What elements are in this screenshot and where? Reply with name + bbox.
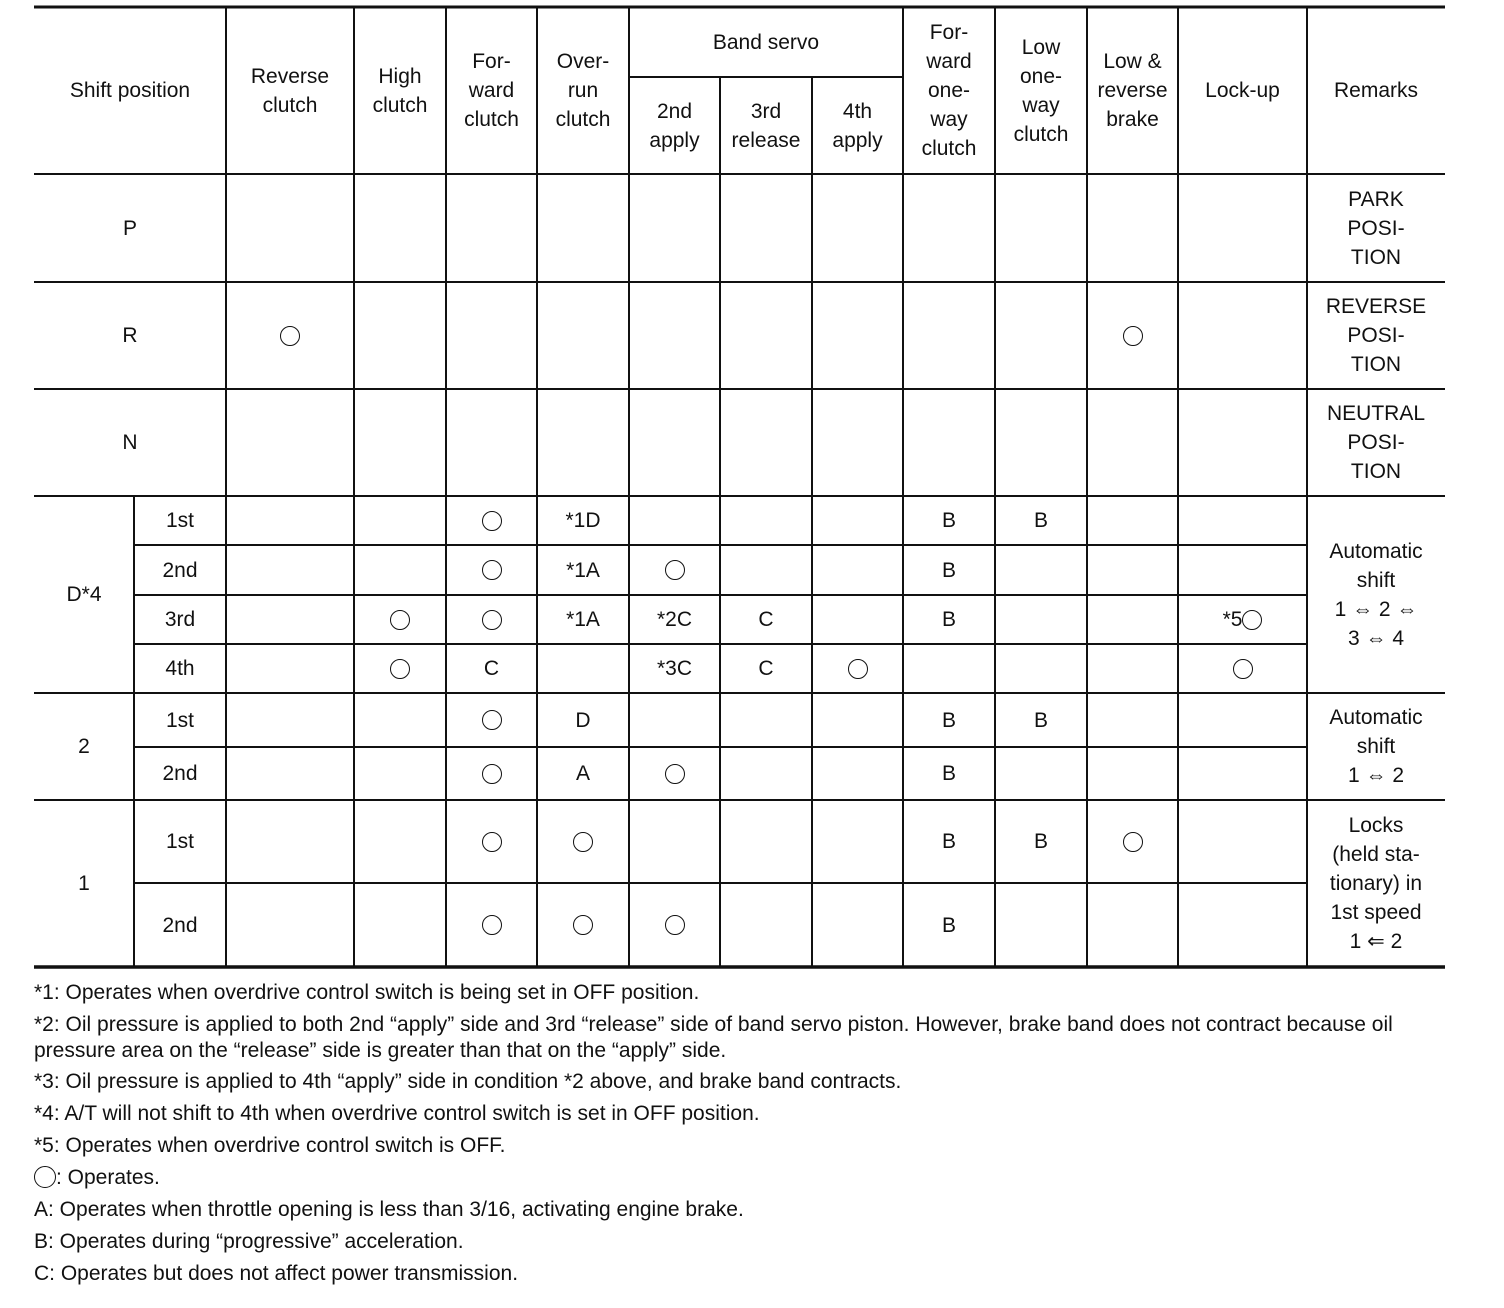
remark-r: REVERSE POSI- TION — [1325, 295, 1427, 376]
cell-22-band-2nd-apply — [629, 747, 720, 800]
gear-label-2-1st: 1st — [165, 708, 194, 732]
cell-d3-forward-clutch — [446, 595, 537, 644]
operates-circle-icon — [573, 832, 593, 852]
cell-11-forward-clutch — [446, 800, 537, 883]
cell-d3-band-3rd-release — [720, 595, 812, 644]
operates-circle-icon — [34, 1166, 56, 1188]
cell-d3-band-2nd-apply — [629, 595, 720, 644]
footnote-5: *5: Operates when overdrive control switch is OFF. — [34, 1134, 506, 1157]
cell-12-forward-clutch — [446, 883, 537, 967]
cell-d4-band-4th-apply — [812, 644, 903, 693]
operates-circle-icon — [280, 326, 300, 346]
cell-d2-band-2nd-apply — [629, 545, 720, 595]
cell-r-low-reverse-brake — [1087, 282, 1178, 389]
footnote-1: *1: Operates when overdrive control switch is being set in OFF position. — [34, 981, 700, 1004]
cell-mark-text: C — [483, 657, 500, 680]
cell-d1-low-one-way — [995, 496, 1087, 545]
cell-mark-text: B — [941, 558, 956, 582]
header-band-3rd-release: 3rd release — [731, 99, 801, 152]
cell-mark-text: B — [941, 913, 956, 937]
cell-d4-forward-clutch — [446, 644, 537, 693]
footnote-a: A: Operates when throttle opening is less than 3/16, activating engine brake. — [34, 1198, 744, 1221]
remark-p: PARK POSI- TION — [1347, 187, 1405, 269]
footnote-c: C: Operates but does not affect power transmission. — [34, 1262, 519, 1285]
cell-mark-text: C — [758, 657, 774, 680]
cell-22-forward-clutch — [446, 747, 537, 800]
cell-d1-forward-clutch — [446, 496, 537, 545]
header-remarks: Remarks — [1333, 79, 1418, 102]
operates-circle-icon — [1233, 659, 1253, 679]
header-overrun-clutch: Over- run clutch — [555, 50, 611, 131]
cell-12-overrun-clutch — [537, 883, 629, 967]
group-label-p: P — [122, 216, 137, 240]
cell-mark-text: A — [575, 762, 590, 785]
operates-circle-icon — [665, 560, 685, 580]
operates-circle-icon — [665, 915, 685, 935]
cell-21-forward-one-way — [903, 693, 995, 747]
cell-11-forward-one-way — [903, 800, 995, 883]
gear-label-1-2nd: 2nd — [162, 913, 198, 937]
footnote-2: *2: Oil pressure is applied to both 2nd “apply” side and 3rd “release” side of band servo piston. However, brake band does not contract because oil pressure area on the “release” side is greater than that on the “apply” side. — [34, 1013, 1393, 1062]
cell-21-forward-clutch — [446, 693, 537, 747]
cell-mark-text: D — [575, 708, 591, 732]
cell-d3-high-clutch — [354, 595, 446, 644]
operates-circle-icon — [573, 915, 593, 935]
gear-label-d-2nd: 2nd — [162, 558, 198, 582]
cell-mark-text: *1A — [566, 558, 600, 582]
header-reverse-clutch: Reverse clutch — [250, 64, 330, 117]
operates-circle-icon — [482, 764, 502, 784]
legend-circle-text: : Operates. — [56, 1166, 160, 1189]
operates-circle-icon — [1242, 610, 1262, 630]
gear-label-1-1st: 1st — [165, 830, 194, 853]
group-label-r: R — [122, 324, 138, 347]
cell-d4-high-clutch — [354, 644, 446, 693]
group-label-2: 2 — [78, 735, 90, 758]
operates-circle-icon — [482, 511, 502, 531]
footnote-legend-circle — [34, 1165, 1449, 1191]
operates-circle-icon — [390, 659, 410, 679]
cell-d1-overrun-clutch — [537, 496, 629, 545]
cell-d4-lock-up — [1178, 644, 1307, 693]
cell-mark-text: *2C — [656, 608, 693, 631]
cell-mark-text: B — [1033, 509, 1048, 532]
header-low-reverse-brake: Low & reverse brake — [1097, 50, 1168, 131]
operates-circle-icon — [1123, 326, 1143, 346]
cell-21-low-one-way — [995, 693, 1087, 747]
cell-mark-text: *1D — [565, 509, 601, 532]
cell-d3-overrun-clutch — [537, 595, 629, 644]
cell-12-forward-one-way — [903, 883, 995, 967]
header-shift-position: Shift position — [69, 79, 191, 102]
remark-d: Automatic shift 1 ⇔ 2 ⇔ 3 ⇔ 4 — [1329, 539, 1423, 650]
header-band-4th-apply: 4th apply — [832, 99, 883, 152]
lock-up-footnote-ref: *5 — [1222, 608, 1243, 631]
cell-mark-text: B — [941, 608, 956, 631]
remark-n: NEUTRAL POSI- TION — [1326, 402, 1426, 483]
cell-mark-text: *1A — [566, 608, 600, 631]
operates-circle-icon — [848, 659, 868, 679]
cell-d3-lock-up — [1178, 595, 1307, 644]
cell-d2-forward-one-way — [903, 545, 995, 595]
cell-21-overrun-clutch — [537, 693, 629, 747]
footnote-b: B: Operates during “progressive” acceleration. — [34, 1230, 464, 1253]
header-high-clutch: High clutch — [372, 64, 428, 117]
gear-label-d-3rd: 3rd — [164, 608, 196, 631]
cell-mark-text: B — [1033, 708, 1048, 732]
operates-circle-icon — [665, 764, 685, 784]
header-band-servo: Band servo — [712, 30, 820, 54]
cell-mark-text: *3C — [656, 657, 693, 680]
header-band-2nd-apply: 2nd apply — [649, 99, 700, 152]
cell-mark-text: B — [941, 708, 956, 732]
cell-d4-band-2nd-apply — [629, 644, 720, 693]
cell-mark-text: C — [758, 608, 774, 631]
header-lock-up: Lock-up — [1205, 79, 1280, 102]
cell-d1-forward-one-way — [903, 496, 995, 545]
cell-r-reverse-clutch — [226, 282, 354, 389]
cell-d3-forward-one-way — [903, 595, 995, 644]
header-forward-clutch: For- ward clutch — [464, 50, 519, 131]
cell-11-low-one-way — [995, 800, 1087, 883]
cell-22-forward-one-way — [903, 747, 995, 800]
gear-label-d-1st: 1st — [165, 509, 194, 532]
group-label-d: D*4 — [66, 583, 102, 606]
cell-d4-band-3rd-release — [720, 644, 812, 693]
cell-11-overrun-clutch — [537, 800, 629, 883]
cell-mark-text: B — [941, 830, 956, 853]
footnote-4: *4: A/T will not shift to 4th when overdrive control switch is set in OFF position. — [34, 1102, 760, 1125]
operates-circle-icon — [482, 710, 502, 730]
gear-label-d-4th: 4th — [165, 657, 195, 680]
cell-12-band-2nd-apply — [629, 883, 720, 967]
operates-circle-icon — [482, 832, 502, 852]
gear-label-2-2nd: 2nd — [162, 762, 198, 785]
operates-circle-icon — [482, 915, 502, 935]
operates-circle-icon — [482, 560, 502, 580]
operates-circle-icon — [1123, 832, 1143, 852]
header-low-one-way-clutch: Low one- way clutch — [1013, 35, 1069, 146]
cell-11-low-reverse-brake — [1087, 800, 1178, 883]
group-label-n: N — [122, 431, 138, 454]
cell-22-overrun-clutch — [537, 747, 629, 800]
operates-circle-icon — [482, 610, 502, 630]
cell-mark-text: B — [941, 509, 956, 532]
cell-mark-text: B — [941, 762, 956, 785]
operates-circle-icon — [390, 610, 410, 630]
footnote-3: *3: Oil pressure is applied to 4th “apply” side in condition *2 above, and brake band contracts. — [34, 1070, 902, 1093]
group-label-1: 1 — [78, 872, 90, 895]
cell-d2-forward-clutch — [446, 545, 537, 595]
cell-mark-text: B — [1033, 830, 1048, 853]
cell-d2-overrun-clutch — [537, 545, 629, 595]
remark-2: Automatic shift 1 ⇔ 2 — [1329, 706, 1423, 787]
header-forward-one-way-clutch: For- ward one- way clutch — [921, 21, 977, 160]
remark-1: Locks (held sta- tionary) in 1st speed 1 ⇐ 2 — [1329, 814, 1423, 953]
